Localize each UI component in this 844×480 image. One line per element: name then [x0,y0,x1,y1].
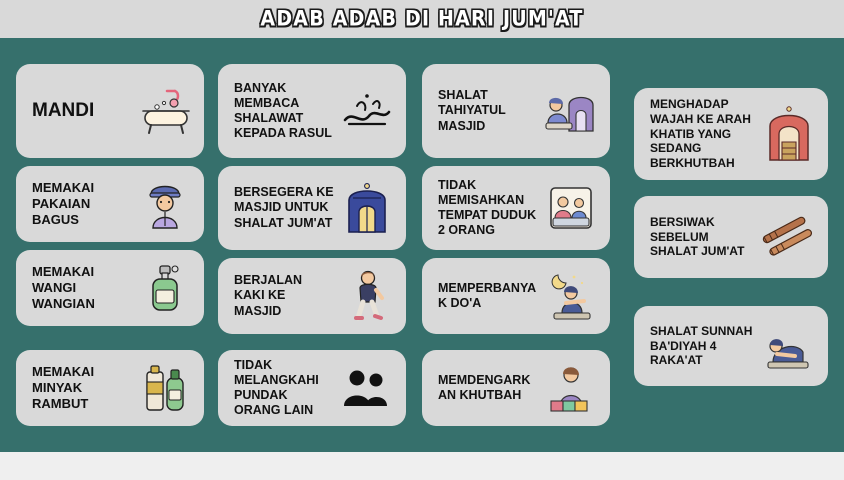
card-label: MEMDENGARKAN KHUTBAH [438,372,531,402]
page-title: ADAB ADAB DI HARI JUM'AT [260,6,584,32]
card-berjalan-kaki-ke-masjid[interactable] [218,258,406,334]
card-label: BERSIWAK SEBELUM SHALAT JUM'AT [650,215,745,259]
card-shalat-tahiyatul-masjid[interactable] [422,64,610,158]
card-menghadap-wajah-ke-khatib[interactable] [634,88,828,180]
card-label: BERJALAN KAKI KE MASJID [234,273,303,318]
card-memdengarkan-khutbah[interactable] [422,350,610,426]
arabic-calligraphy-icon [338,82,396,140]
siwak-sticks-icon [760,208,818,266]
card-memakai-wangi-wangian[interactable] [16,250,204,326]
praying-person-mosque-icon [542,82,600,140]
hair-oil-bottles-icon [136,359,194,417]
card-memakai-pakaian-bagus[interactable] [16,166,204,242]
card-label: TIDAK MELANGKAHI PUNDAK ORANG LAIN [234,357,319,418]
card-bersiwak-sebelum-shalat[interactable] [634,196,828,278]
card-bersegera-ke-masjid[interactable] [218,166,406,250]
two-people-icon [338,359,396,417]
card-banyak-membaca-shalawat[interactable] [218,64,406,158]
card-label: SHALAT TAHIYATUL MASJID [438,88,506,133]
card-memperbanyak-doa[interactable] [422,258,610,334]
listening-person-icon [542,359,600,417]
card-label: BANYAK MEMBACA SHALAWAT KEPADA RASUL [234,80,332,141]
sujud-person-icon [760,317,818,375]
card-label: MEMAKAI MINYAK RAMBUT [32,364,95,411]
card-tidak-memisahkan-tempat-duduk[interactable] [422,166,610,250]
man-in-clothes-icon [136,175,194,233]
card-label: MEMAKAI WANGI WANGIAN [32,264,95,311]
card-label: MANDI [32,100,95,122]
card-label: MEMAKAI PAKAIAN BAGUS [32,180,95,227]
night-prayer-icon [542,267,600,325]
card-label: BERSEGERA KE MASJID UNTUK SHALAT JUM'AT [234,185,334,230]
card-label: MENGHADAP WAJAH KE ARAH KHATIB YANG SEDANG BERKHUTBAH [650,97,751,170]
card-label: SHALAT SUNNAH BA'DIYAH 4 RAKA'AT [650,324,753,368]
bottom-strip [0,452,844,480]
mosque-door-icon [338,179,396,237]
card-label: MEMPERBANYAK DO'A [438,280,537,310]
card-mandi[interactable] [16,64,204,158]
card-memakai-minyak-rambut[interactable] [16,350,204,426]
mihrab-pulpit-icon [760,105,818,163]
two-seated-people-icon [542,179,600,237]
bathtub-icon [136,82,194,140]
perfume-bottle-icon [136,259,194,317]
walking-person-icon [338,267,396,325]
card-shalat-sunnah-badiyah[interactable] [634,306,828,386]
card-label: TIDAK MEMISAHKAN TEMPAT DUDUK 2 ORANG [438,177,537,238]
card-tidak-melangkahi-pundak[interactable] [218,350,406,426]
